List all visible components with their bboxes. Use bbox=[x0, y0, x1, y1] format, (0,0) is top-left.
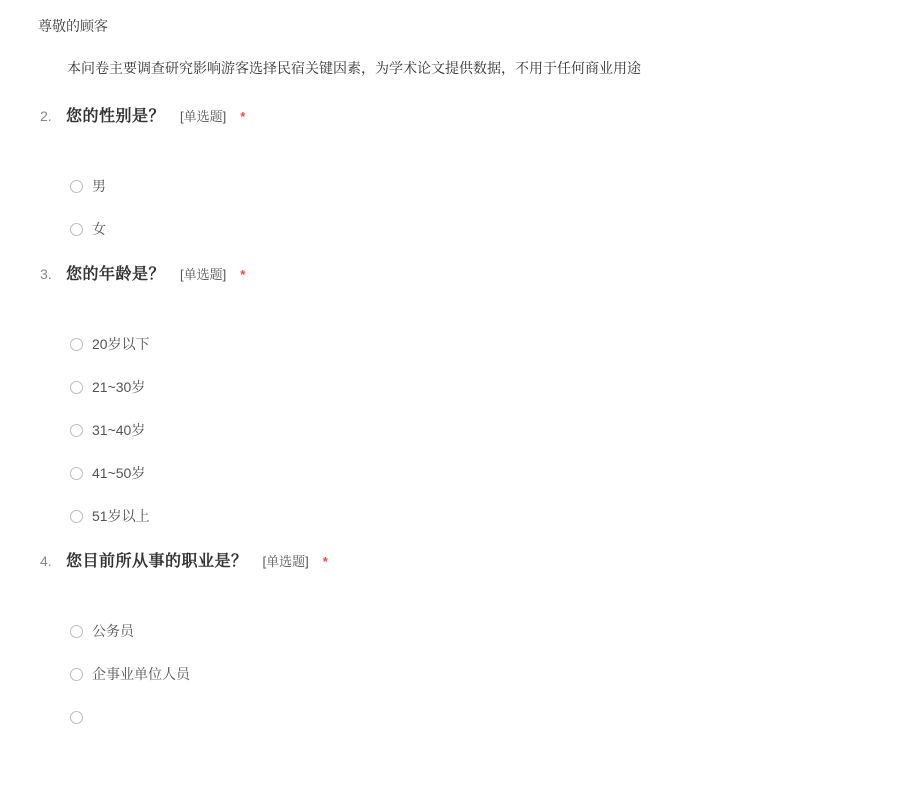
option-label: 31~40岁 bbox=[92, 421, 146, 438]
radio-button-icon[interactable] bbox=[70, 338, 83, 351]
question-block bbox=[38, 553, 860, 724]
radio-button-icon[interactable] bbox=[70, 668, 83, 681]
option-label: 女 bbox=[92, 220, 106, 237]
radio-option[interactable] bbox=[70, 667, 860, 681]
option-label: 51岁以上 bbox=[92, 507, 150, 524]
option-list bbox=[70, 624, 860, 724]
option-list bbox=[70, 179, 860, 236]
radio-button-icon[interactable] bbox=[70, 424, 83, 437]
survey-intro-text: 本问卷主要调查研究影响游客选择民宿关键因素，为学术论文提供数据，不用于任何商业用途 bbox=[67, 60, 641, 76]
question-list bbox=[38, 108, 860, 724]
radio-button-icon[interactable] bbox=[70, 625, 83, 638]
survey-greeting: 尊敬的顾客 bbox=[38, 18, 108, 34]
radio-option[interactable] bbox=[70, 624, 860, 638]
radio-button-icon[interactable] bbox=[70, 510, 83, 523]
required-asterisk: * bbox=[240, 109, 246, 124]
radio-button-icon[interactable] bbox=[70, 381, 83, 394]
required-asterisk: * bbox=[322, 554, 328, 569]
radio-option[interactable] bbox=[70, 423, 860, 437]
question-number: 2. bbox=[40, 108, 52, 124]
radio-option[interactable] bbox=[70, 222, 860, 236]
required-asterisk: * bbox=[240, 267, 246, 282]
radio-option[interactable] bbox=[70, 710, 860, 724]
question-header bbox=[40, 108, 860, 125]
radio-button-icon[interactable] bbox=[70, 180, 83, 193]
radio-option[interactable] bbox=[70, 509, 860, 523]
question-header bbox=[40, 553, 860, 570]
radio-option[interactable] bbox=[70, 179, 860, 193]
question-title: 您的性别是？ bbox=[66, 108, 166, 125]
question-type-tag: [单选题] bbox=[262, 554, 309, 569]
question-type-tag: [单选题] bbox=[180, 109, 227, 124]
radio-option[interactable] bbox=[70, 337, 860, 351]
radio-button-icon[interactable] bbox=[70, 223, 83, 236]
radio-option[interactable] bbox=[70, 466, 860, 480]
question-header bbox=[40, 266, 860, 283]
option-label: 21~30岁 bbox=[92, 378, 146, 395]
question-block bbox=[38, 108, 860, 236]
question-title: 您的年龄是？ bbox=[66, 266, 166, 283]
question-block bbox=[38, 266, 860, 523]
radio-button-icon[interactable] bbox=[70, 711, 83, 724]
question-type-tag: [单选题] bbox=[180, 267, 227, 282]
question-number: 4. bbox=[40, 553, 52, 569]
question-number: 3. bbox=[40, 266, 52, 282]
option-label: 男 bbox=[92, 177, 106, 194]
option-label: 41~50岁 bbox=[92, 464, 146, 481]
question-title: 您目前所从事的职业是？ bbox=[66, 553, 248, 570]
option-label: 公务员 bbox=[92, 622, 134, 639]
option-label: 20岁以下 bbox=[92, 335, 150, 352]
radio-option[interactable] bbox=[70, 380, 860, 394]
option-list bbox=[70, 337, 860, 523]
radio-button-icon[interactable] bbox=[70, 467, 83, 480]
option-label: 企事业单位人员 bbox=[92, 665, 190, 682]
